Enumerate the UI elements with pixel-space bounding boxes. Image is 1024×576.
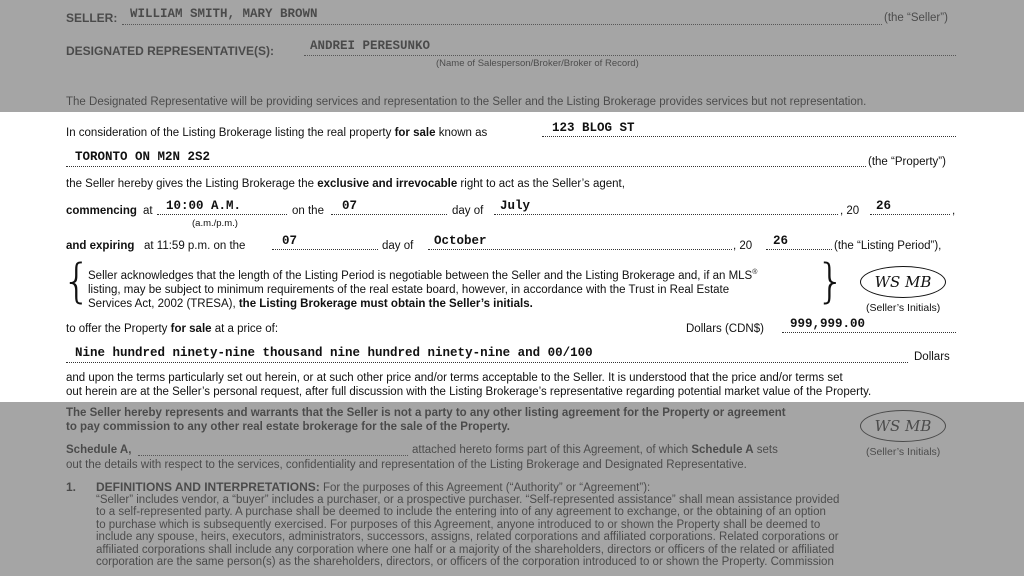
expiring-at: at 11:59 p.m. on the — [144, 240, 246, 252]
expiring-month[interactable]: October — [434, 234, 487, 248]
shade-bottom — [0, 402, 1024, 576]
commencing-time[interactable]: 10:00 A.M. — [166, 199, 242, 213]
left-brace: { — [62, 254, 92, 308]
acknowledge-text: Seller acknowledges that the length of the Listing Period is negotiable between the Seller and the Listing Brokerage and, if an MLS® listing, may be subject to minimum requirements of the real estate board, however, in accordance with the Trust in Real Estate Services Act, 2002 (TRESA), the Listing Brokerage must obtain the Seller’s initials. — [88, 269, 758, 310]
commencing-at: at — [143, 205, 153, 217]
street-line — [542, 136, 956, 137]
grant-text: the Seller hereby gives the Listing Brokerage the exclusive and irrevocable right to act as the Seller’s agent, — [66, 178, 625, 190]
commencing-label: commencing — [66, 205, 137, 217]
month-line — [494, 214, 838, 215]
terms-text: and upon the terms particularly set out herein, or at such other price and/or terms acceptable to the Seller. It is understood that the price and/or terms set out herein are at the Seller’s personal request, after full discussion with the Listing Brokerage’s representative regarding potential market value of the Property. — [66, 372, 872, 398]
price-currency-label: Dollars (CDN$) — [686, 323, 764, 335]
commencing-year-prefix: , 20 — [840, 205, 860, 217]
initials-caption-1: (Seller’s Initials) — [866, 302, 941, 314]
day-line — [331, 214, 447, 215]
commencing-year[interactable]: 26 — [876, 199, 892, 213]
ampm-note: (a.m./p.m.) — [192, 218, 238, 229]
property-street[interactable]: 123 BLOG ST — [552, 121, 635, 135]
words-line — [66, 362, 908, 363]
seller-initials-1[interactable]: WS MB — [860, 266, 946, 298]
property-city[interactable]: TORONTO ON M2N 2S2 — [75, 150, 211, 164]
commencing-on-the: on the — [292, 205, 324, 217]
year-line — [870, 214, 950, 215]
commencing-month[interactable]: July — [500, 199, 531, 213]
city-line — [66, 166, 866, 167]
expiring-year-prefix: , 20 — [733, 240, 753, 252]
commencing-end: , — [952, 205, 956, 217]
price-intro: to offer the Property for sale at a price of: — [66, 323, 279, 335]
price-amount[interactable]: 999,999.00 — [790, 317, 866, 331]
commencing-day[interactable]: 07 — [342, 199, 358, 213]
commencing-day-of: day of — [452, 205, 484, 217]
right-brace: } — [816, 254, 846, 308]
price-words-suffix: Dollars — [914, 351, 950, 363]
time-line — [157, 214, 287, 215]
property-suffix: (the “Property”) — [868, 156, 946, 168]
shade-top — [0, 0, 1024, 112]
property-intro: In consideration of the Listing Brokerage listing the real property for sale known as — [66, 127, 488, 139]
expiring-suffix: (the “Listing Period”), — [834, 240, 942, 252]
expiring-label: and expiring — [66, 240, 135, 252]
amount-line — [782, 332, 956, 333]
expiring-day[interactable]: 07 — [282, 234, 298, 248]
exp-day-line — [272, 249, 378, 250]
exp-year-line — [766, 249, 832, 250]
expiring-day-of: day of — [382, 240, 414, 252]
exp-month-line — [428, 249, 732, 250]
expiring-year[interactable]: 26 — [773, 234, 789, 248]
price-words[interactable]: Nine hundred ninety-nine thousand nine hundred ninety-nine and 00/100 — [75, 346, 593, 360]
